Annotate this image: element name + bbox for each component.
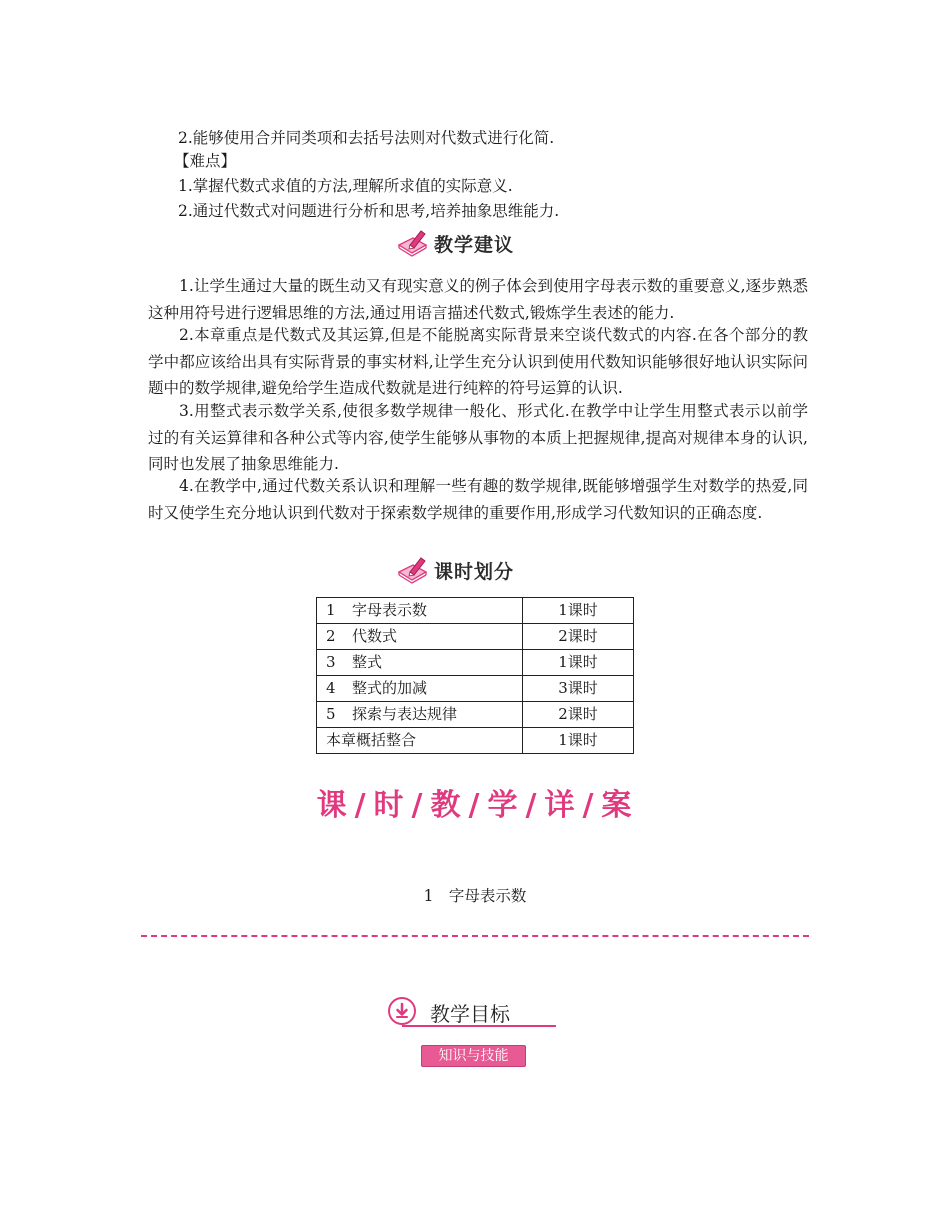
lesson-hours-cell: 1课时 — [523, 598, 634, 624]
banner-title: 课 / 时 / 教 / 学 / 详 / 案 — [316, 788, 634, 823]
paragraph: 3.用整式表示数学关系,使很多数学规律一般化、形式化.在教学中让学生用整式表示以前学过的有关运算律和各种公式等内容,使学生能够从事物的本质上把握规律,提高对规律本身的认识,同时也发展了抽象思维能力. — [148, 402, 808, 473]
table-row — [317, 728, 634, 754]
section-title: 教学建议 — [434, 233, 515, 256]
lesson-hours-cell: 2课时 — [523, 702, 634, 728]
lesson-name-cell: 1 字母表示数 — [317, 598, 523, 624]
lesson-title: 1 字母表示数 — [423, 887, 527, 905]
objectives-title: 教学目标 — [430, 1002, 510, 1026]
lesson-hours-cell: 1课时 — [523, 650, 634, 676]
paragraph: 2.本章重点是代数式及其运算,但是不能脱离实际背景来空谈代数式的内容.在各个部分的教学中都应该给出具有实际背景的事实材料,让学生充分认识到使用代数知识能够很好地认识实际问题中的数学规律,避免给学生造成代数就是进行纯粹的符号运算的认识. — [148, 326, 808, 397]
pencil-notepad-icon — [396, 555, 428, 585]
table-row — [317, 702, 634, 728]
pencil-notepad-icon — [396, 228, 428, 258]
table-row — [317, 676, 634, 702]
section-title: 课时划分 — [434, 560, 515, 583]
paragraph: 4.在教学中,通过代数关系认识和理解一些有趣的数学规律,既能够增强学生对数学的热爱,同时又使学生充分地认识到代数对于探索数学规律的重要作用,形成学习代数知识的正确态度. — [148, 477, 808, 522]
table-row — [317, 624, 634, 650]
schedule-table — [316, 597, 634, 754]
table-row — [317, 650, 634, 676]
subheading-difficulty: 【难点】 — [174, 152, 237, 170]
lesson-hours-cell: 3课时 — [523, 676, 634, 702]
dashed-divider — [141, 935, 809, 937]
knowledge-skills-badge: 知识与技能 — [421, 1045, 526, 1067]
text-line: 2.能够使用合并同类项和去括号法则对代数式进行化简. — [178, 129, 555, 147]
text-line: 1.掌握代数式求值的方法,理解所求值的实际意义. — [178, 177, 513, 195]
download-arrow-icon — [388, 997, 416, 1025]
text-line: 2.通过代数式对问题进行分析和思考,培养抽象思维能力. — [178, 202, 560, 220]
lesson-name-cell: 2 代数式 — [317, 624, 523, 650]
objectives-heading — [388, 995, 556, 1029]
table-row — [317, 598, 634, 624]
section-heading-suggestions — [396, 228, 514, 258]
lesson-name-cell: 本章概括整合 — [317, 728, 523, 754]
lesson-name-cell: 3 整式 — [317, 650, 523, 676]
lesson-name-cell: 5 探索与表达规律 — [317, 702, 523, 728]
lesson-hours-cell: 2课时 — [523, 624, 634, 650]
section-heading-schedule — [396, 555, 514, 585]
paragraph: 1.让学生通过大量的既生动又有现实意义的例子体会到使用字母表示数的重要意义,逐步熟悉这种用符号进行逻辑思维的方法,通过用语言描述代数式,锻炼学生表述的能力. — [148, 277, 808, 322]
lesson-hours-cell: 1课时 — [523, 728, 634, 754]
lesson-name-cell: 4 整式的加减 — [317, 676, 523, 702]
